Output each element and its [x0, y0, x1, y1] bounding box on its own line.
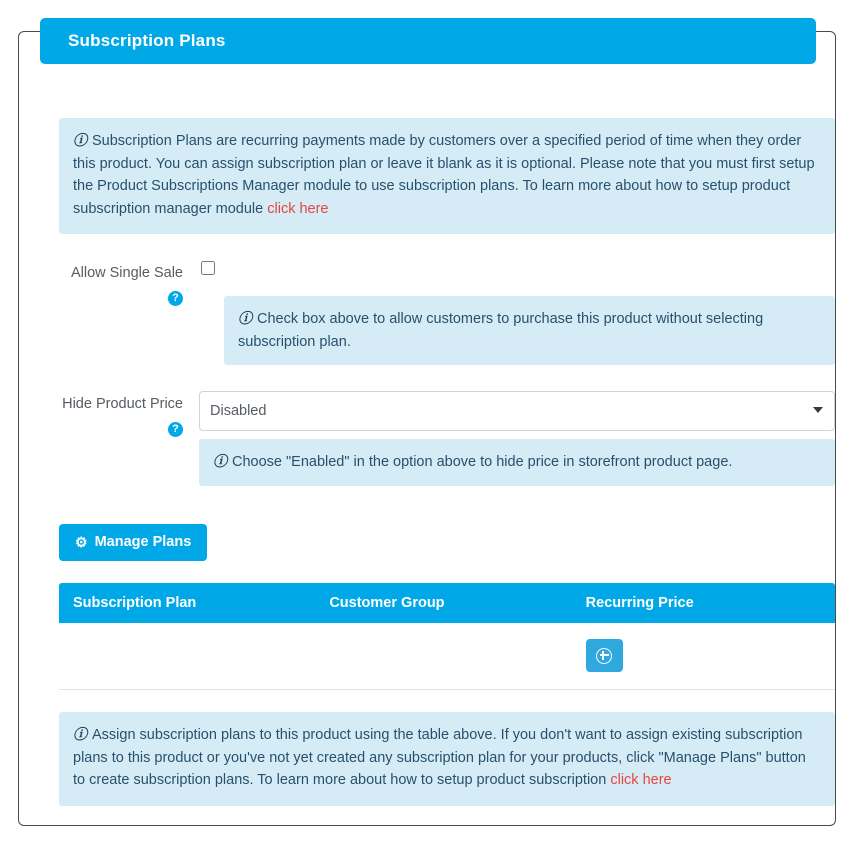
- table-row: [59, 623, 835, 690]
- allow-single-sale-note: [224, 296, 835, 365]
- add-row-cell: [572, 623, 835, 690]
- hide-product-price-row: [59, 391, 835, 486]
- hide-product-price-label: Hide Product Price?: [62, 396, 183, 435]
- panel-header: [40, 18, 816, 64]
- help-icon[interactable]: ?: [168, 422, 183, 437]
- checkbox-holder: [199, 260, 835, 278]
- top-alert-text: Subscription Plans are recurring payments made by customers over a specified period of time when they order this product. You can assign subscription plan or leave it blank as it is optional. Please note that you must first setup the Product Subscriptions Manager module to use subscription plans. To learn more about how to setup product subscription manager module: [73, 133, 815, 217]
- table-body: [59, 623, 835, 690]
- allow-single-sale-row: [59, 260, 835, 365]
- plus-circle-icon: [596, 648, 612, 664]
- empty-cell: [59, 623, 315, 690]
- subscription-plans-table: [59, 583, 835, 690]
- bottom-alert-link[interactable]: click here: [610, 772, 672, 789]
- page-title: Subscription Plans: [68, 31, 226, 50]
- hide-product-price-select[interactable]: [199, 391, 835, 431]
- help-icon[interactable]: ?: [168, 291, 183, 306]
- manage-plans-button[interactable]: [59, 524, 207, 561]
- table-header-row: [59, 583, 835, 623]
- column-customer-group: Customer Group: [315, 583, 571, 623]
- empty-cell: [315, 623, 571, 690]
- info-icon: ⓘ: [238, 312, 252, 328]
- select-wrap: [199, 391, 835, 431]
- top-info-alert: [59, 118, 835, 234]
- top-alert-link[interactable]: click here: [267, 200, 329, 217]
- column-recurring-price: Recurring Price: [572, 583, 835, 623]
- allow-single-sale-control: [195, 260, 835, 365]
- column-subscription-plan: Subscription Plan: [59, 583, 315, 623]
- add-plan-button[interactable]: [586, 639, 623, 672]
- allow-single-sale-checkbox[interactable]: [201, 261, 215, 275]
- info-icon: ⓘ: [213, 455, 227, 471]
- manage-plans-label: Manage Plans: [94, 534, 192, 551]
- hide-product-price-note: [199, 439, 835, 486]
- allow-single-sale-label: Allow Single Sale?: [70, 265, 183, 304]
- hide-product-price-control: [195, 391, 835, 486]
- subscription-plans-panel: [18, 31, 836, 826]
- table-header: [59, 583, 835, 623]
- info-icon: ⓘ: [73, 134, 87, 149]
- bottom-info-alert: [59, 712, 835, 806]
- gears-icon: ⚙: [75, 534, 88, 551]
- bottom-alert-text: Assign subscription plans to this product using the table above. If you don't want to assign existing subscription plans to this product or you've not yet created any subscription plan for your products, click "Manage Plans" button to create subscription plans. To learn more about how to setup product subscription: [73, 726, 806, 789]
- panel-body: [59, 118, 835, 806]
- info-icon: ⓘ: [73, 727, 87, 743]
- hide-product-price-note-text: Choose "Enabled" in the option above to hide price in storefront product page.: [232, 454, 733, 471]
- allow-single-sale-note-text: Check box above to allow customers to purchase this product without selecting subscription plan.: [238, 311, 764, 350]
